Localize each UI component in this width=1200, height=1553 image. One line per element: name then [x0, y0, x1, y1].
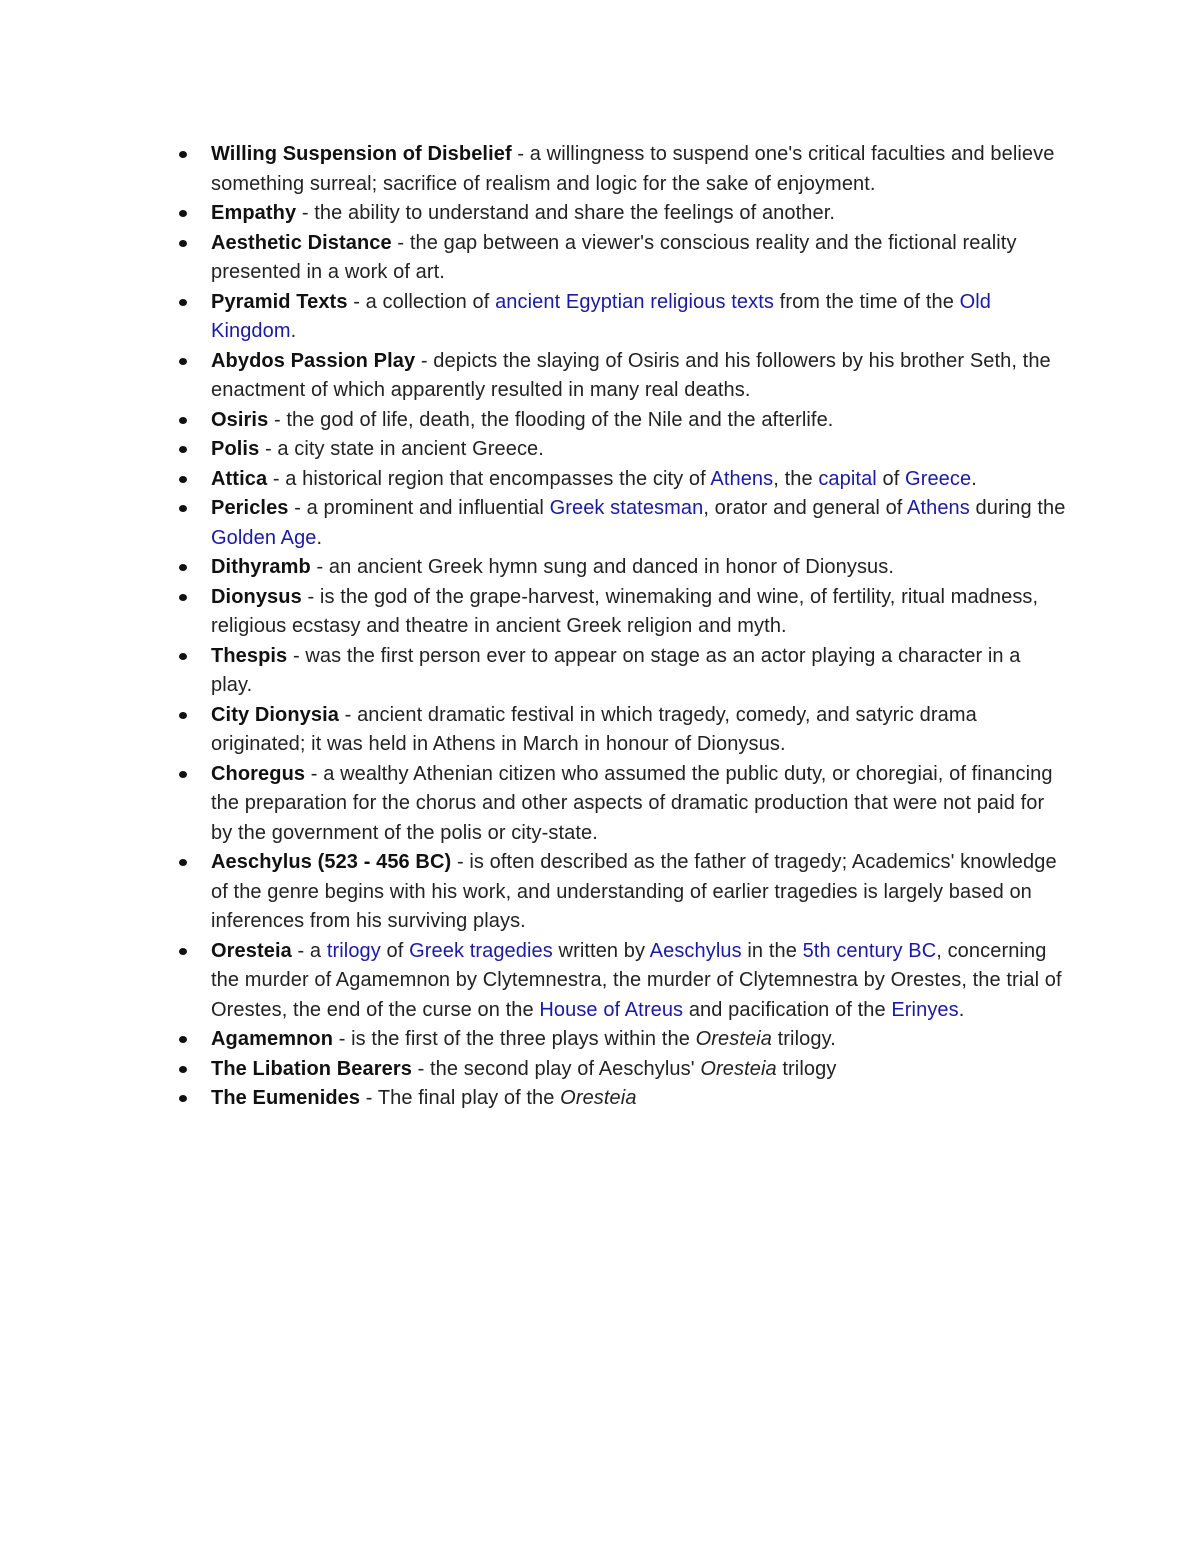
- definition-text: , the: [773, 467, 819, 490]
- definition-text: .: [971, 467, 977, 490]
- glossary-term: Aeschylus (523 - 456 BC): [211, 851, 452, 873]
- bullet-icon: [179, 358, 187, 365]
- reference-link[interactable]: Greek tragedies: [409, 939, 553, 962]
- glossary-item: [176, 701, 1066, 760]
- bullet-icon: [179, 564, 187, 571]
- bullet-icon: [179, 151, 187, 158]
- glossary-item: [176, 435, 1066, 465]
- bullet-icon: [179, 240, 187, 247]
- definition-text: - a: [291, 939, 327, 962]
- definition-text: - the gap between a viewer's conscious reality and the fictional reality presented in a work of art.: [211, 231, 1017, 283]
- glossary-term: Pyramid Texts: [211, 290, 348, 313]
- bullet-icon: [179, 446, 187, 453]
- work-title: Oresteia: [700, 1057, 777, 1080]
- definition-text: during the: [969, 497, 1066, 519]
- glossary-term: Thespis: [211, 644, 288, 667]
- glossary-term: Osiris: [211, 408, 269, 431]
- reference-link[interactable]: Golden Age: [211, 526, 317, 549]
- bullet-icon: [179, 712, 187, 719]
- definition-text: - depicts the slaying of Osiris and his followers by his brother Seth, the enactment of which apparently resulted in many real deaths.: [211, 349, 1051, 401]
- bullet-icon: [179, 299, 187, 306]
- definition-text: - the ability to understand and share the feelings of another.: [296, 202, 836, 224]
- glossary-term: Polis: [211, 438, 260, 460]
- glossary-term: The Eumenides: [211, 1087, 361, 1109]
- definition-text: - the second play of Aeschylus': [411, 1057, 701, 1080]
- glossary-term: Aesthetic Distance: [211, 231, 392, 254]
- glossary-item: [176, 465, 1066, 495]
- definition-text: - a collection of: [347, 290, 496, 313]
- reference-link[interactable]: Greek statesman: [549, 497, 704, 519]
- glossary-term: Attica: [211, 467, 268, 490]
- reference-link[interactable]: Athens: [907, 497, 970, 519]
- glossary-item: [176, 199, 1066, 229]
- definition-text: .: [290, 320, 297, 342]
- definition-text: - the god of life, death, the flooding of the Nile and the afterlife.: [268, 408, 834, 431]
- definition-text: - is often described as the father of tragedy; Academics' knowledge of the genre begins with his work, and understanding of earlier tragedies is largely based on inferences from his surviving plays.: [211, 851, 1057, 932]
- bullet-icon: [179, 771, 187, 778]
- bullet-icon: [179, 948, 187, 955]
- bullet-icon: [179, 476, 187, 483]
- bullet-icon: [179, 505, 187, 512]
- glossary-item: [176, 583, 1066, 642]
- glossary-item: [176, 553, 1066, 583]
- definition-text: , orator and general of: [703, 497, 908, 519]
- work-title: Oresteia: [695, 1028, 772, 1050]
- glossary-term: Willing Suspension of Disbelief: [211, 143, 512, 165]
- bullet-icon: [179, 1066, 187, 1073]
- glossary-term: Pericles: [211, 497, 289, 519]
- bullet-icon: [179, 1036, 187, 1043]
- definition-text: and pacification of the: [683, 998, 892, 1021]
- definition-text: - an ancient Greek hymn sung and danced in honor of Dionysus.: [310, 556, 895, 578]
- definition-text: written by: [552, 939, 650, 962]
- definition-text: - a wealthy Athenian citizen who assumed the public duty, or choregiai, of financing the preparation for the chorus and other aspects of dramatic production that were not paid for by the government of the polis or city-state.: [211, 762, 1053, 844]
- glossary-term: Empathy: [211, 202, 297, 224]
- definition-text: from the time of the: [774, 290, 960, 313]
- definition-text: - a willingness to suspend one's critical faculties and believe something surreal; sacrifice of realism and logic for the sake of enjoyment.: [211, 143, 1055, 195]
- glossary-item: [176, 406, 1066, 436]
- reference-link[interactable]: Greece: [905, 467, 972, 490]
- glossary-item: [176, 848, 1066, 937]
- glossary-item: [176, 1055, 1066, 1085]
- definition-text: - a historical region that encompasses the city of: [267, 467, 711, 490]
- glossary-item: [176, 937, 1066, 1026]
- glossary-item: [176, 1084, 1066, 1114]
- definition-text: .: [316, 526, 323, 549]
- definition-text: - a city state in ancient Greece.: [259, 438, 544, 460]
- definition-text: of: [380, 939, 410, 962]
- definition-text: - is the first of the three plays within the: [333, 1028, 696, 1050]
- glossary-item: [176, 642, 1066, 701]
- reference-link[interactable]: House of Atreus: [539, 998, 684, 1021]
- definition-text: trilogy: [776, 1057, 837, 1080]
- definition-text: - ancient dramatic festival in which tragedy, comedy, and satyric drama originated; it was held in Athens in March in honour of Dionysus.: [211, 703, 977, 755]
- definition-text: .: [958, 998, 965, 1021]
- glossary-term: Agamemnon: [211, 1028, 334, 1050]
- definition-text: of: [876, 467, 906, 490]
- bullet-icon: [179, 594, 187, 601]
- bullet-icon: [179, 210, 187, 217]
- reference-link[interactable]: capital: [818, 467, 877, 490]
- definition-text: - was the first person ever to appear on stage as an actor playing a character in a play.: [211, 644, 1021, 696]
- glossary-item: [176, 347, 1066, 406]
- glossary-item: [176, 494, 1066, 553]
- reference-link[interactable]: Erinyes: [891, 998, 959, 1021]
- definition-text: - is the god of the grape-harvest, winemaking and wine, of fertility, ritual madness, religious ecstasy and theatre in ancient Greek religion and myth.: [211, 585, 1039, 637]
- glossary-item: [176, 760, 1066, 849]
- definition-text: - a prominent and influential: [288, 497, 550, 519]
- reference-link[interactable]: ancient Egyptian religious texts: [495, 290, 774, 313]
- glossary-term: City Dionysia: [211, 703, 339, 726]
- bullet-icon: [179, 417, 187, 424]
- glossary-term: Dionysus: [211, 585, 302, 608]
- definition-text: - The final play of the: [360, 1087, 561, 1109]
- definition-text: trilogy.: [771, 1028, 836, 1050]
- bullet-icon: [179, 1095, 187, 1102]
- glossary-item: [176, 288, 1066, 347]
- reference-link[interactable]: Athens: [710, 467, 774, 490]
- glossary-item: [176, 140, 1066, 199]
- definition-text: , concerning the murder of Agamemnon by Clytemnestra, the murder of Clytemnestra by Orestes, the trial of Orestes, the end of the curse on the: [211, 939, 1062, 1021]
- glossary-term: Dithyramb: [211, 556, 311, 578]
- glossary-term: Choregus: [211, 762, 306, 785]
- reference-link[interactable]: Aeschylus: [649, 939, 742, 962]
- work-title: Oresteia: [560, 1087, 637, 1109]
- glossary-item: [176, 1025, 1066, 1055]
- glossary-term: Abydos Passion Play: [211, 349, 416, 372]
- reference-link[interactable]: 5th century BC: [802, 939, 937, 962]
- bullet-icon: [179, 859, 187, 866]
- bullet-icon: [179, 653, 187, 660]
- reference-link[interactable]: Old Kingdom: [211, 290, 992, 342]
- glossary-term: Oresteia: [211, 939, 292, 962]
- reference-link[interactable]: trilogy: [326, 939, 381, 962]
- glossary-list: [176, 140, 1066, 1114]
- glossary-item: [176, 229, 1066, 288]
- glossary-term: The Libation Bearers: [211, 1057, 412, 1080]
- definition-text: in the: [741, 939, 803, 962]
